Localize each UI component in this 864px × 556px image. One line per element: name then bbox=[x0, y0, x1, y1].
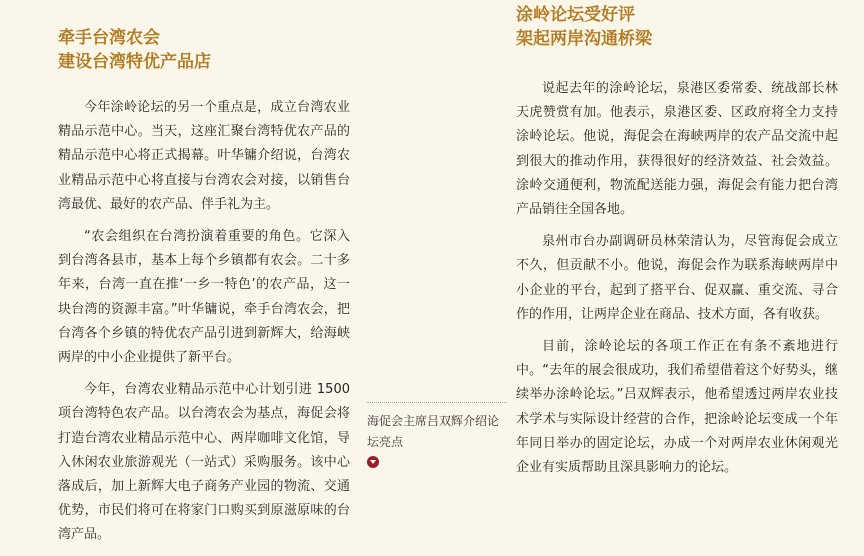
right-column bbox=[516, 3, 838, 488]
left-paragraph-3: 今年，台湾农业精品示范中心计划引进 1500 项台湾特色农产品。以台湾农会为基点，海促会将打造台湾农业精品示范中心、两岸咖啡文化馆，导入休闲农业旅游观光（一站式）采购服务。该中心落成后，加上新辉大电子商务产业园的物流、交通优势，市民们将可在将家门口购买到原滋原味的台湾产品。 bbox=[58, 382, 350, 543]
right-heading-line1: 涂岭论坛受好评 bbox=[516, 5, 635, 25]
left-paragraph-2: “农会组织在台湾扮演着重要的角色。它深入到台湾各县市，基本上每个乡镇都有农会。二十多年来，台湾一直在推‘一乡一特色’的农产品，这一块台湾的资源丰富。”叶华镛说，牵手台湾农会，把台湾各个乡镇的特优农产品引进到新辉大，给海峡两岸的中小企业提供了新平台。 bbox=[58, 229, 350, 366]
right-paragraph-1: 说起去年的涂岭论坛，泉港区委常委、统战部长林天虎赞赏有加。他表示，泉港区委、区政府将全力支持涂岭论坛。他说，海促会在海峡两岸的农产品交流中起到很大的推动作用，获得很好的经济效益、社会效益。涂岭交通便利，物流配送能力强，海促会有能力把台湾产品销往全国各地。 bbox=[516, 81, 838, 218]
right-paragraph-2: 泉州市台办副调研员林荣清认为，尽管海促会成立不久，但贡献不小。他说，海促会作为联系海峡两岸中小企业的平台，起到了搭平台、促双赢、重交流、寻合作的作用，让两岸企业在商品、技术方面，各有收获。 bbox=[516, 234, 838, 322]
right-heading-line2: 架起两岸沟通桥梁 bbox=[516, 29, 652, 49]
caption-text: 海促会主席吕双辉介绍论坛亮点 bbox=[367, 414, 500, 449]
left-heading bbox=[58, 26, 350, 74]
photo-caption bbox=[367, 402, 507, 468]
left-paragraph-1: 今年涂岭论坛的另一个重点是，成立台湾农业精品示范中心。当天，这座汇聚台湾特优农产品的精品示范中心将正式揭幕。叶华镛介绍说，台湾农业精品示范中心将直接与台湾农会对接，以销售台湾最优、最好的农产品、伴手礼为主。 bbox=[58, 100, 350, 212]
chevron-down-circle-icon bbox=[367, 456, 379, 468]
right-paragraph-3: 目前，涂岭论坛的各项工作正在有条不紊地进行中。“去年的展会很成功，我们希望借着这个好势头，继续举办涂岭论坛。”吕双辉表示，他希望透过两岸农业技术学术与实际设计经营的合作，把涂岭论坛变成一个年年同日举办的固定论坛，办成一个对两岸农业休闲观光企业有实质帮助且深具影响力的论坛。 bbox=[516, 339, 838, 476]
left-heading-line2: 建设台湾特优产品店 bbox=[58, 52, 211, 72]
left-column bbox=[58, 26, 350, 556]
right-heading bbox=[516, 3, 838, 51]
left-heading-line1: 牵手台湾农会 bbox=[58, 28, 160, 48]
